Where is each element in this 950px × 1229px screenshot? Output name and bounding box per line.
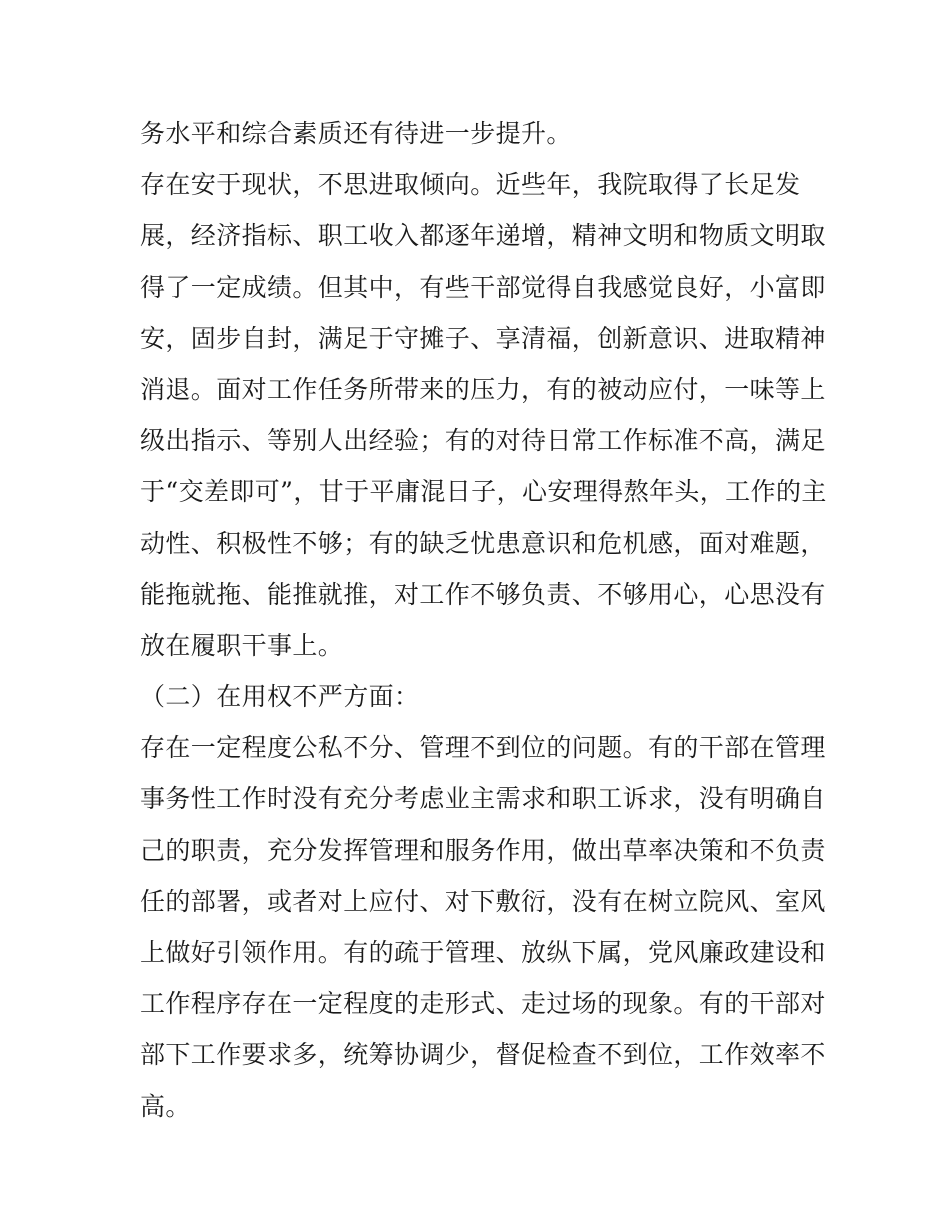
text-line-9: 动性、积极性不够；有的缺乏忧患意识和危机感，面对难题， (140, 528, 826, 558)
body-text (140, 108, 827, 1132)
text-line-10: 能拖就拖、能推就推，对工作不够负责、不够用心，心思没有 (140, 579, 826, 609)
text-line-3: 展，经济指标、职工收入都逐年递增，精神文明和物质文明取 (140, 221, 826, 251)
text-line-6: 消退。面对工作任务所带来的压力，有的被动应付，一味等上 (140, 374, 826, 404)
text-line-7: 级出指示、等别人出经验；有的对待日常工作标准不高，满足 (140, 426, 826, 456)
text-line-19: 部下工作要求多，统筹协调少，督促检查不到位，工作效率不 (140, 1040, 826, 1070)
text-line-18: 工作程序存在一定程度的走形式、走过场的现象。有的干部对 (140, 989, 826, 1019)
text-line-4: 得了一定成绩。但其中，有些干部觉得自我感觉良好，小富即 (140, 272, 826, 302)
text-line-5: 安，固步自封，满足于守摊子、享清福，创新意识、进取精神 (140, 323, 826, 353)
text-line-20: 高。 (140, 1091, 191, 1121)
text-line-11: 放在履职干事上。 (140, 630, 344, 660)
text-line-1: 务水平和综合素质还有待进一步提升。 (140, 119, 572, 148)
text-line-14: 事务性工作时没有充分考虑业主需求和职工诉求，没有明确自 (140, 784, 826, 814)
text-line-8: 于“交差即可”，甘于平庸混日子，心安理得熬年头，工作的主 (140, 477, 827, 507)
text-line-13: 存在一定程度公私不分、管理不到位的问题。有的干部在管理 (140, 733, 826, 763)
text-line-15: 己的职责，充分发挥管理和服务作用，做出草率决策和不负责 (140, 835, 826, 865)
section-heading: （二）在用权不严方面： (140, 682, 420, 712)
text-line-2: 存在安于现状，不思进取倾向。近些年，我院取得了长足发 (140, 170, 801, 200)
text-line-17: 上做好引领作用。有的疏于管理、放纵下属，党风廉政建设和 (140, 938, 826, 967)
text-line-16: 任的部署，或者对上应付、对下敷衍，没有在树立院风、室风 (140, 886, 826, 916)
